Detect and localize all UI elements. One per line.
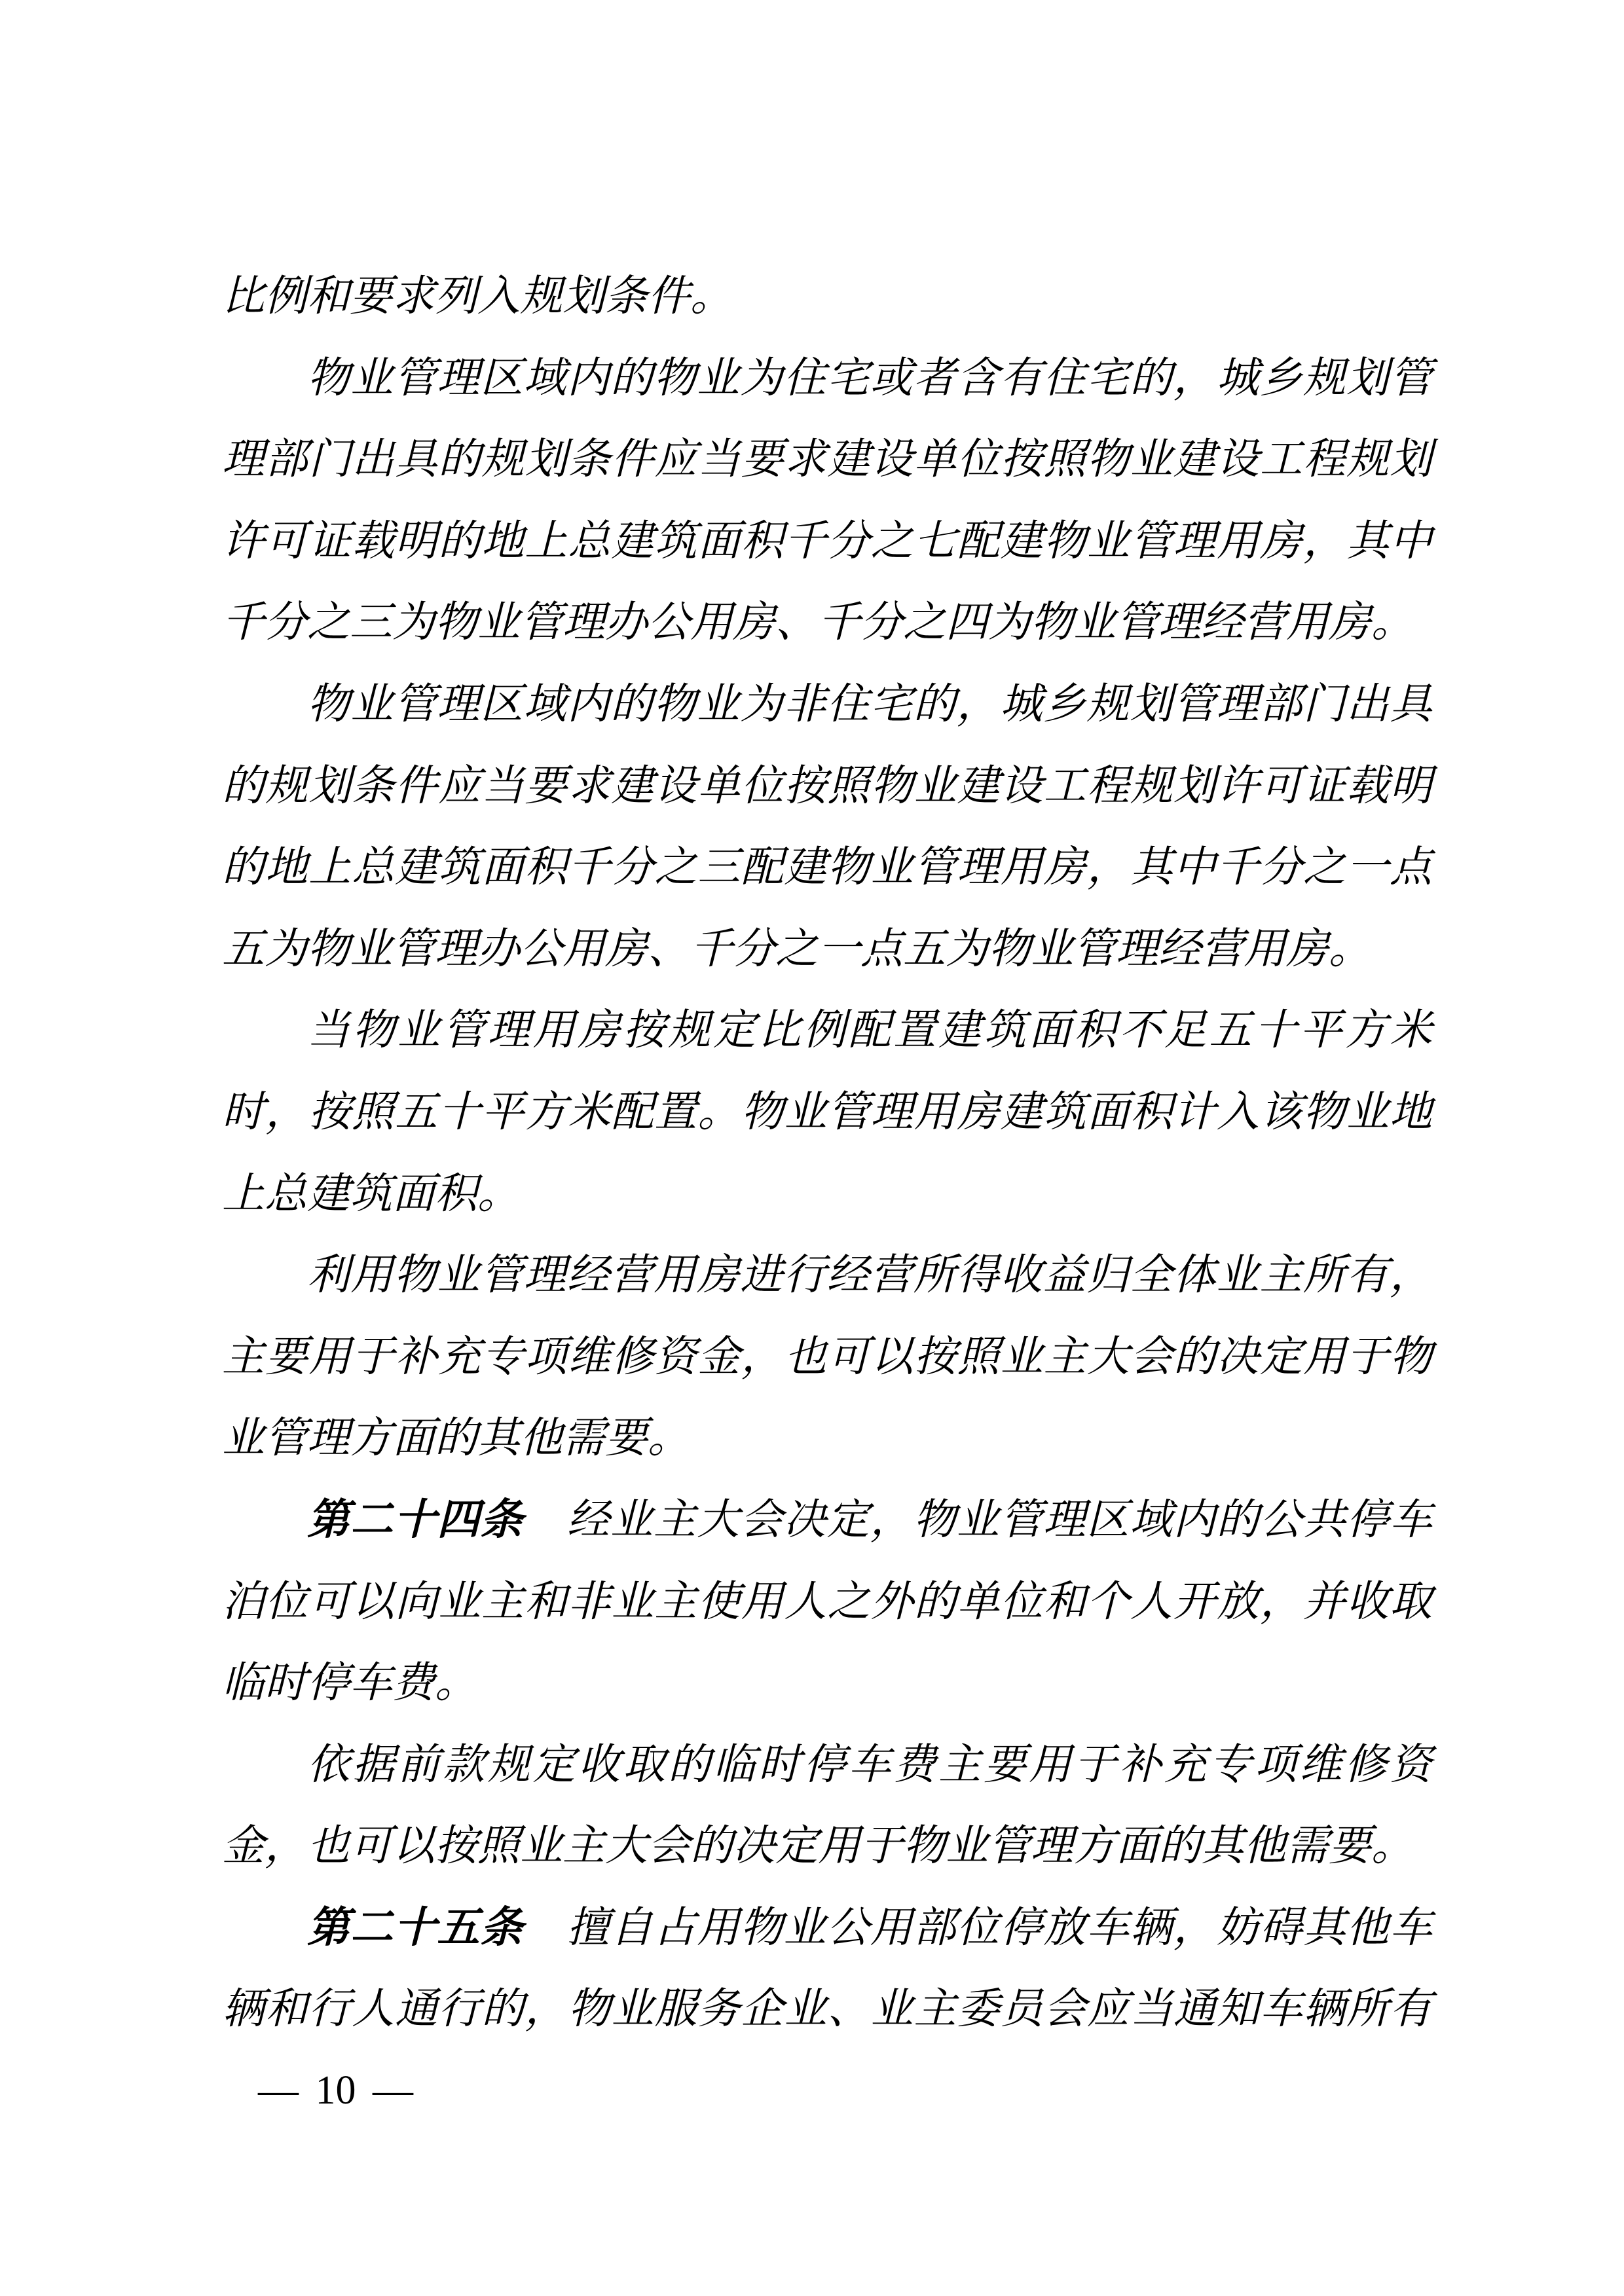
page-number: — 10 — — [258, 2068, 413, 2113]
text-line: 的规划条件应当要求建设单位按照物业建设工程规划许可证载明 — [222, 762, 1432, 810]
text-line: 五为物业管理办公用房、千分之一点五为物业管理经营用房。 — [222, 925, 1372, 973]
article-heading: 第二十四条 — [307, 1496, 524, 1544]
text-line — [222, 1480, 1432, 1561]
article-text: 擅自占用物业公用部位停放车辆，妨碍其他车 — [523, 1904, 1432, 1952]
text-line: 物业管理区域内的物业为非住宅的，城乡规划管理部门出具 — [307, 680, 1432, 728]
text-line: 千分之三为物业管理办公用房、千分之四为物业管理经营用房。 — [222, 599, 1414, 647]
text-line: 利用物业管理经营用房进行经营所得收益归全体业主所有， — [307, 1252, 1432, 1300]
text-line: 的地上总建筑面积千分之三配建物业管理用房，其中千分之一点 — [222, 844, 1432, 892]
text-line: 依据前款规定收取的临时停车费主要用于补充专项维修资 — [307, 1741, 1432, 1789]
text-line: 泊位可以向业主和非业主使用人之外的单位和个人开放，并收取 — [222, 1578, 1432, 1626]
text-line — [222, 1887, 1432, 1969]
text-line: 物业管理区域内的物业为住宅或者含有住宅的，城乡规划管 — [307, 354, 1432, 402]
text-line: 业管理方面的其他需要。 — [222, 1415, 691, 1463]
text-line: 理部门出具的规划条件应当要求建设单位按照物业建设工程规划 — [222, 436, 1432, 484]
text-line: 主要用于补充专项维修资金，也可以按照业主大会的决定用于物 — [222, 1333, 1432, 1381]
document-body — [222, 256, 1432, 2050]
text-line: 许可证载明的地上总建筑面积千分之七配建物业管理用房，其中 — [222, 517, 1432, 565]
article-text: 经业主大会决定，物业管理区域内的公共停车 — [523, 1496, 1432, 1544]
text-line: 比例和要求列入规划条件。 — [222, 273, 733, 320]
text-line: 辆和行人通行的，物业服务企业、业主委员会应当通知车辆所有 — [222, 1986, 1432, 2033]
text-line: 金，也可以按照业主大会的决定用于物业管理方面的其他需要。 — [222, 1823, 1414, 1870]
text-line: 上总建筑面积。 — [222, 1170, 521, 1218]
article-heading: 第二十五条 — [307, 1904, 524, 1952]
text-line: 当物业管理用房按规定比例配置建筑面积不足五十平方米 — [307, 1007, 1432, 1055]
text-line: 时，按照五十平方米配置。物业管理用房建筑面积计入该物业地 — [222, 1088, 1432, 1136]
text-line: 临时停车费。 — [222, 1660, 478, 1707]
